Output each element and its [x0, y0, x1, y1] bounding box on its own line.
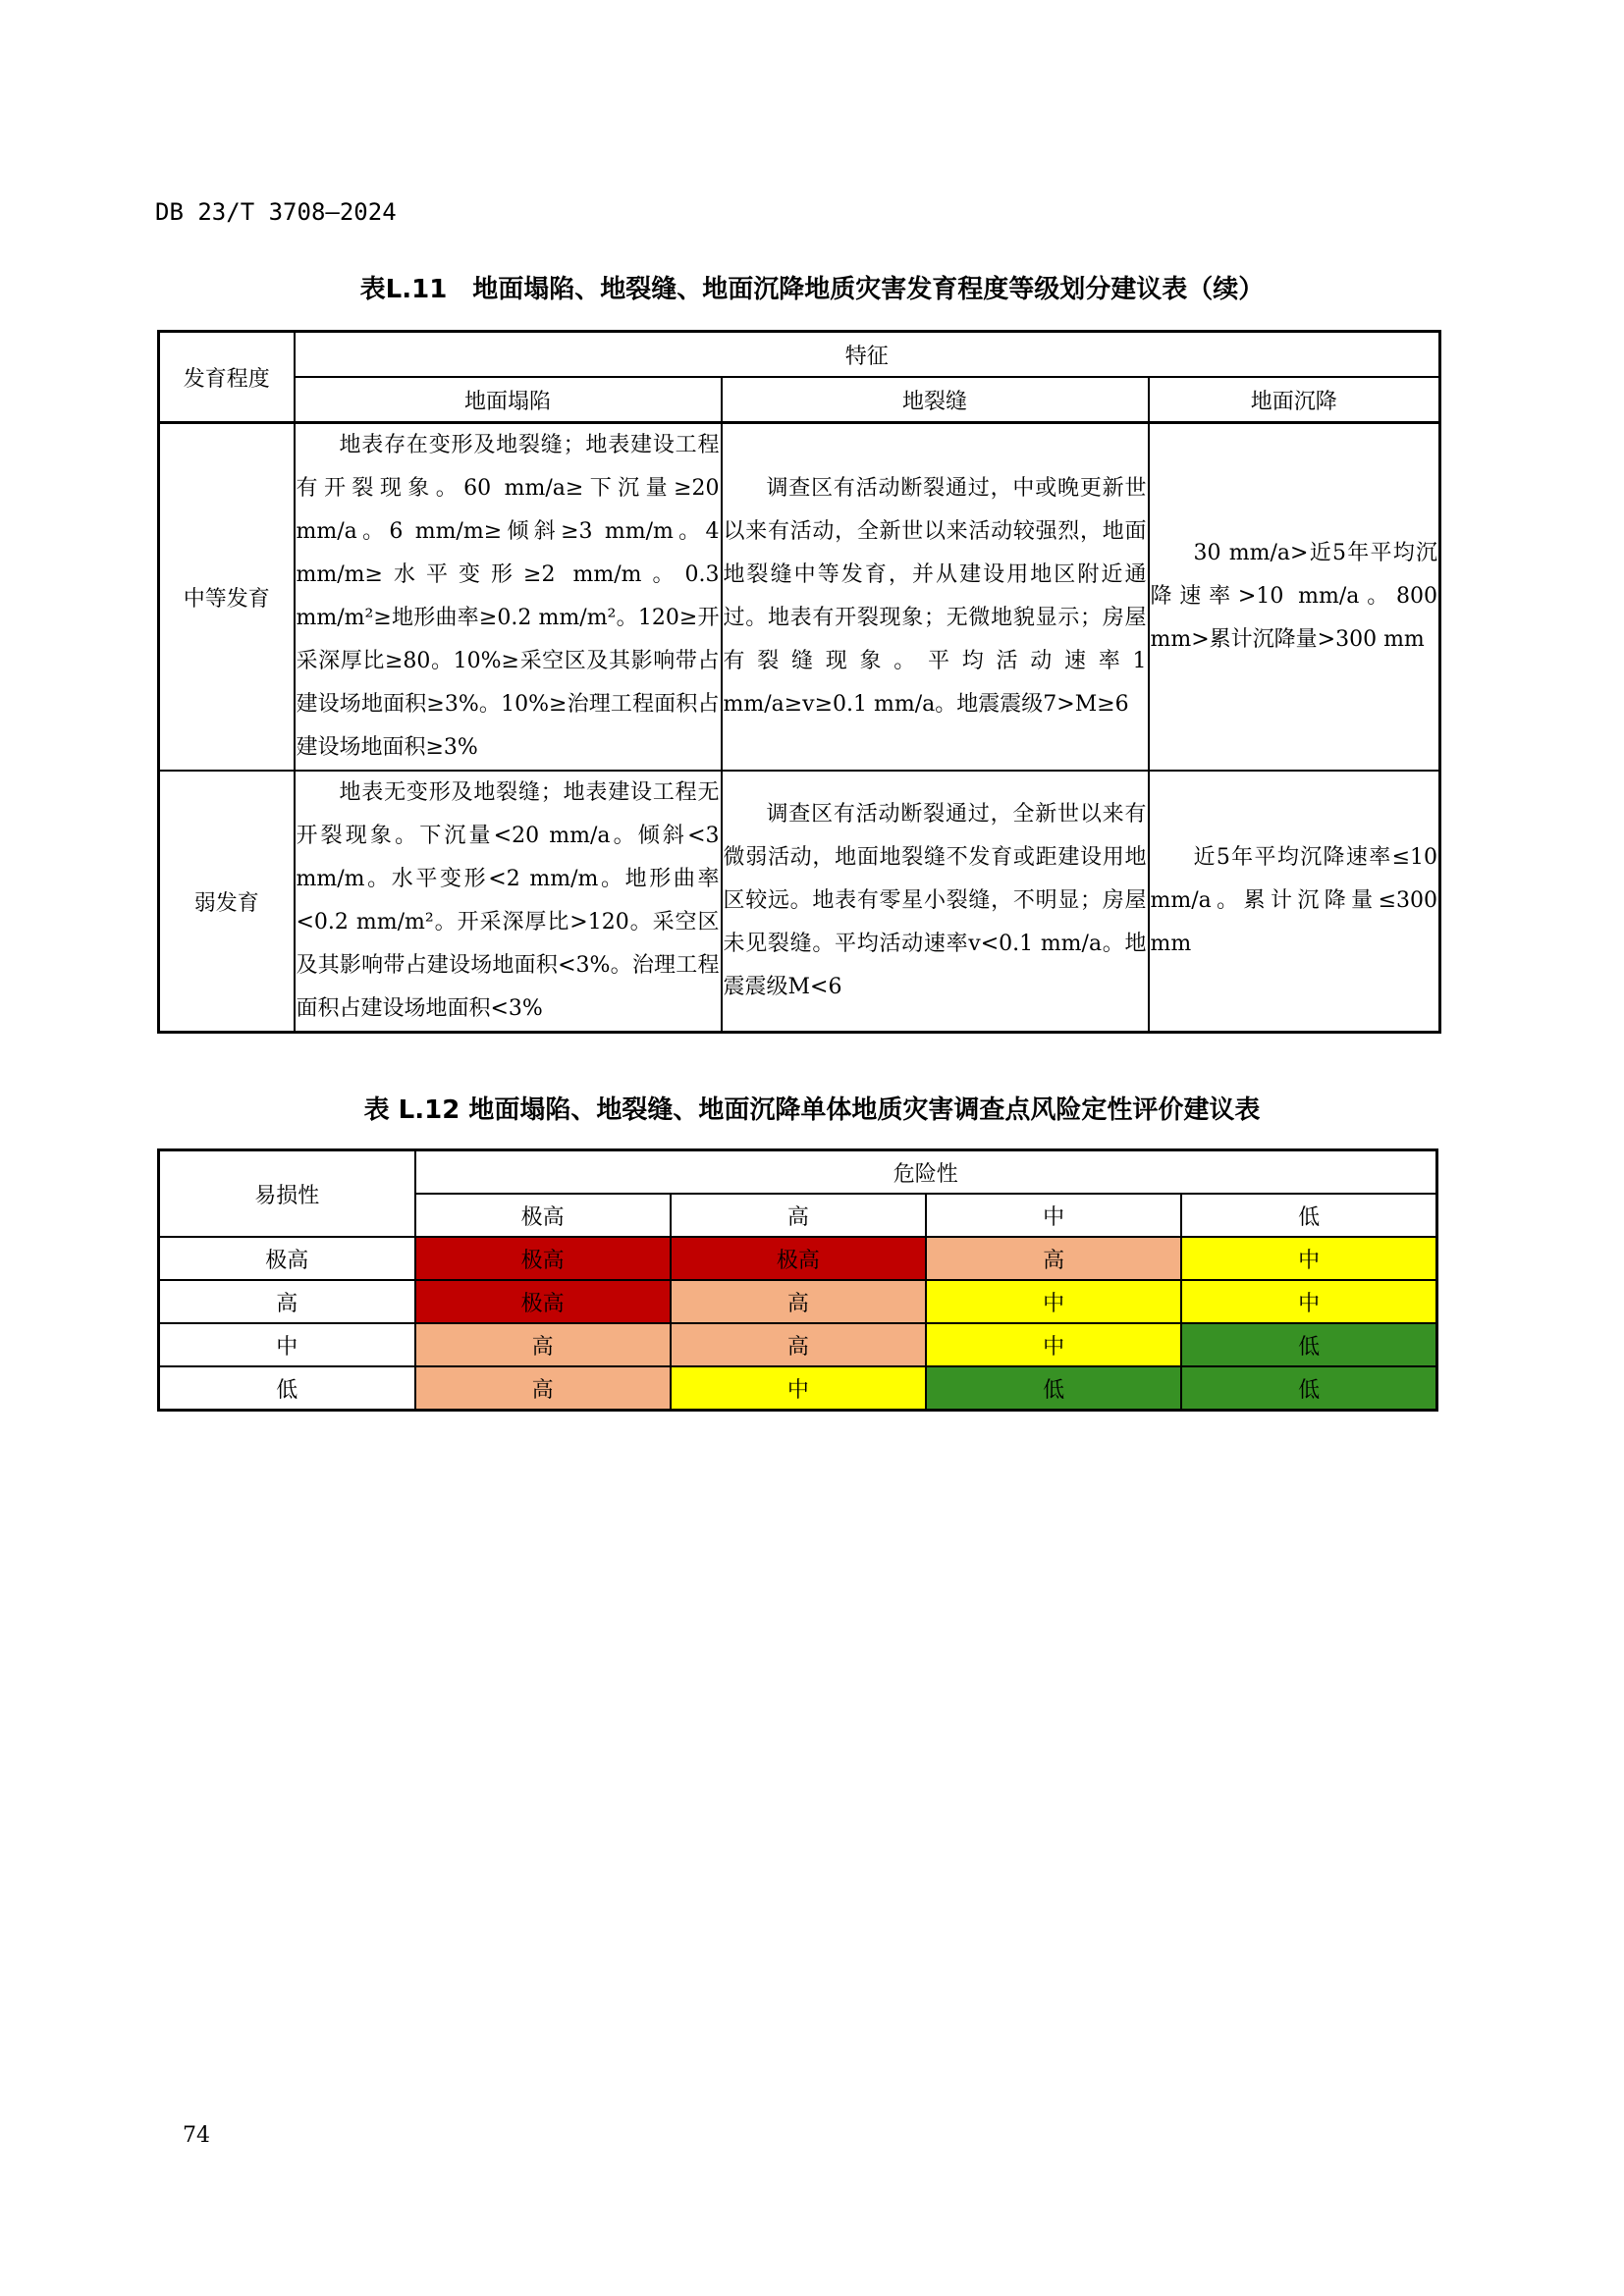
subsidence-cell: 近5年平均沉降速率≤10 mm/a。累计沉降量≤300 mm [1149, 771, 1440, 1033]
header-hazard: 危险性 [415, 1150, 1437, 1195]
risk-cell: 中 [1181, 1280, 1436, 1323]
header-fissure: 地裂缝 [722, 377, 1149, 423]
collapse-cell: 地表存在变形及地裂缝；地表建设工程有开裂现象。60 mm/a≥下沉量≥20 mm/a。6 mm/m≥倾斜≥3 mm/m。4 mm/m≥水平变形≥2 mm/m。0.3 mm/m²≥地形曲率≥0.2 mm/m²。120≥开采深厚比≥80。10%≥采空区及其影响带占建设场地面积≥3%。10%≥治理工程面积占建设场地面积≥3% [295, 423, 722, 772]
header-subsidence: 地面沉降 [1149, 377, 1440, 423]
table-row [159, 423, 1440, 772]
page-number: 74 [183, 2123, 210, 2148]
risk-cell: 极高 [415, 1280, 671, 1323]
document-header: DB 23/T 3708—2024 [155, 198, 397, 226]
subsidence-cell: 30 mm/a>近5年平均沉降速率>10 mm/a。800 mm>累计沉降量>300 mm [1149, 423, 1440, 772]
vulnerability-label: 极高 [159, 1237, 415, 1280]
risk-cell: 极高 [671, 1237, 926, 1280]
table-l11-caption: 表L.11 地面塌陷、地裂缝、地面沉降地质灾害发育程度等级划分建议表（续） [359, 275, 1265, 304]
fissure-cell: 调查区有活动断裂通过，全新世以来有微弱活动，地面地裂缝不发育或距建设用地区较远。地表有零星小裂缝，不明显；房屋未见裂缝。平均活动速率v<0.1 mm/a。地震震级M<6 [722, 771, 1149, 1033]
table-row [159, 1237, 1437, 1280]
collapse-cell: 地表无变形及地裂缝；地表建设工程无开裂现象。下沉量<20 mm/a。倾斜<3 mm/m。水平变形<2 mm/m。地形曲率<0.2 mm/m²。开采深厚比>120。采空区及其影响带占建设场地面积<3%。治理工程面积占建设场地面积<3% [295, 771, 722, 1033]
risk-cell: 高 [671, 1280, 926, 1323]
header-feature: 特征 [295, 332, 1440, 378]
fissure-cell: 调查区有活动断裂通过，中或晚更新世以来有活动，全新世以来活动较强烈，地面地裂缝中等发育，并从建设用地区附近通过。地表有开裂现象；无微地貌显示；房屋有裂缝现象。平均活动速率1 mm/a≥v≥0.1 mm/a。地震震级7>M≥6 [722, 423, 1149, 772]
risk-cell: 中 [671, 1366, 926, 1411]
header-collapse: 地面塌陷 [295, 377, 722, 423]
header-grade: 发育程度 [159, 332, 295, 423]
table-row [159, 1366, 1437, 1411]
risk-cell: 极高 [415, 1237, 671, 1280]
table-l12-caption: 表 L.12 地面塌陷、地裂缝、地面沉降单体地质灾害调查点风险定性评价建议表 [363, 1095, 1261, 1125]
vulnerability-label: 低 [159, 1366, 415, 1411]
risk-cell: 低 [1181, 1323, 1436, 1366]
risk-cell: 低 [1181, 1366, 1436, 1411]
risk-cell: 低 [926, 1366, 1181, 1411]
risk-cell: 中 [926, 1323, 1181, 1366]
risk-cell: 中 [1181, 1237, 1436, 1280]
risk-cell: 高 [415, 1323, 671, 1366]
risk-cell: 高 [415, 1366, 671, 1411]
grade-cell: 中等发育 [159, 423, 295, 772]
hazard-col-header: 极高 [415, 1194, 671, 1237]
hazard-col-header: 中 [926, 1194, 1181, 1237]
table-l11 [157, 330, 1441, 1034]
risk-cell: 高 [926, 1237, 1181, 1280]
header-vulnerability: 易损性 [159, 1150, 415, 1238]
table-row [159, 1323, 1437, 1366]
vulnerability-label: 高 [159, 1280, 415, 1323]
grade-cell: 弱发育 [159, 771, 295, 1033]
hazard-col-header: 高 [671, 1194, 926, 1237]
table-row [159, 1280, 1437, 1323]
risk-cell: 高 [671, 1323, 926, 1366]
risk-cell: 中 [926, 1280, 1181, 1323]
vulnerability-label: 中 [159, 1323, 415, 1366]
hazard-col-header: 低 [1181, 1194, 1436, 1237]
table-row [159, 771, 1440, 1033]
table-l12 [157, 1148, 1438, 1412]
